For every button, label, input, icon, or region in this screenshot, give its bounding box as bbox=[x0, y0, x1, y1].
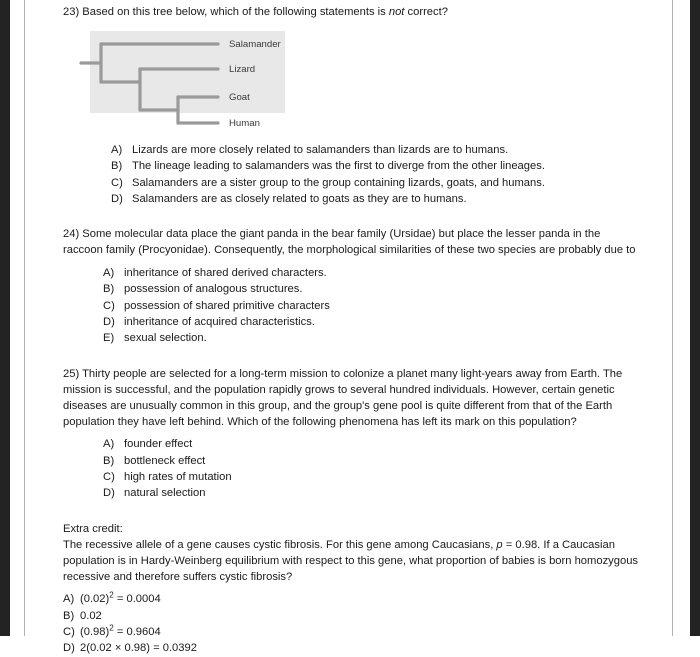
option-label: A) bbox=[111, 143, 123, 156]
question-24-options bbox=[63, 265, 643, 347]
question-23-stem: 23) Based on this tree below, which of the following statements is not correct? bbox=[63, 6, 448, 18]
option-row[interactable] bbox=[63, 608, 643, 624]
option-label: A) bbox=[103, 438, 115, 451]
option-text: $(0.98)^2 = 0.9604$ bbox=[80, 623, 161, 639]
option-row[interactable] bbox=[103, 469, 643, 485]
option-label: C) bbox=[103, 471, 115, 484]
option-text: founder effect bbox=[124, 438, 193, 451]
option-label: B) bbox=[103, 454, 115, 467]
option-text: The lineage leading to salamanders was the first to diverge from the other lineages. bbox=[132, 160, 545, 173]
question-23-options bbox=[63, 142, 643, 207]
option-row[interactable] bbox=[103, 485, 643, 501]
option-row[interactable] bbox=[103, 330, 643, 346]
option-text: bottleneck effect bbox=[124, 454, 206, 467]
option-label: B) bbox=[111, 160, 123, 173]
page-rule-right bbox=[672, 0, 673, 636]
question-25-stem: 25) Thirty people are selected for a long-term mission to colonize a planet many light-years away from Earth. The mission is successful, and the population rapidly grows to several hundred individuals. However, certain genetic diseases are unusually common in this group, and the group's gene pool is quite different from that of the Earth population they have left behind. Which of the following phenomena has left its mark on this population? bbox=[63, 367, 623, 428]
option-label: C) bbox=[111, 176, 123, 189]
option-text: inheritance of shared derived characters. bbox=[124, 267, 327, 280]
option-label: D) bbox=[103, 316, 115, 329]
option-row[interactable] bbox=[103, 265, 643, 281]
tree-label-goat: Goat bbox=[229, 91, 250, 103]
option-row[interactable] bbox=[103, 436, 643, 452]
question-24 bbox=[63, 227, 643, 347]
extra-credit-heading: Extra credit: bbox=[63, 522, 123, 535]
option-text: Salamanders are as closely related to goats as they are to humans. bbox=[132, 192, 467, 205]
option-text: Lizards are more closely related to salamanders than lizards are to humans. bbox=[132, 143, 509, 156]
extra-credit-allele-frequency-symbol: p bbox=[496, 538, 503, 551]
option-label: D) bbox=[111, 192, 123, 205]
question-25-options bbox=[63, 436, 643, 501]
option-label: D) bbox=[63, 642, 75, 655]
option-row[interactable] bbox=[111, 158, 643, 174]
option-label: C) bbox=[63, 626, 75, 639]
question-23-stem-emphasis: not bbox=[388, 6, 405, 18]
question-24-stem: 24) Some molecular data place the giant panda in the bear family (Ursidae) but place the lesser panda in the raccoon family (Procyonidae). Consequently, the morphological similarities of these two species are probably due to bbox=[63, 228, 636, 257]
question-25 bbox=[63, 367, 643, 502]
option-row[interactable] bbox=[63, 591, 643, 607]
exponent: 2 bbox=[109, 590, 114, 600]
option-text: sexual selection. bbox=[124, 332, 207, 345]
option-label: E) bbox=[103, 332, 115, 345]
tree-label-lizard: Lizard bbox=[229, 63, 256, 75]
option-row[interactable] bbox=[63, 624, 643, 640]
tree-label-human: Human bbox=[229, 117, 260, 129]
option-label: A) bbox=[63, 593, 75, 606]
option-text: high rates of mutation bbox=[124, 471, 232, 484]
extra-credit-section bbox=[63, 522, 643, 657]
option-text: 2(0.02 × 0.98) = 0.0392 bbox=[80, 642, 197, 655]
document-content bbox=[63, 5, 643, 657]
document-page bbox=[25, 0, 672, 655]
scan-edge-right bbox=[690, 0, 700, 636]
option-text: 0.02 bbox=[80, 609, 102, 622]
phylogenetic-tree-figure bbox=[63, 31, 643, 136]
option-label: D) bbox=[103, 487, 115, 500]
exponent: 2 bbox=[109, 623, 114, 633]
option-row[interactable] bbox=[103, 453, 643, 469]
option-label: A) bbox=[103, 267, 115, 280]
option-label: B) bbox=[103, 283, 115, 296]
scan-edge-left bbox=[0, 0, 10, 636]
option-row[interactable] bbox=[63, 640, 643, 656]
question-23 bbox=[63, 5, 643, 207]
option-text: possession of shared primitive characters bbox=[124, 299, 330, 312]
option-label: B) bbox=[63, 609, 75, 622]
extra-credit-stem: The recessive allele of a gene causes cystic fibrosis. For this gene among Caucasians, p = 0.98. If a Caucasian population is in Hardy-Weinberg equilibrium with respect to this gene, what proportion of babies is born homozygous recessive and therefore suffers cystic fibrosis? bbox=[63, 538, 639, 583]
tree-label-salamander: Salamander bbox=[229, 38, 281, 50]
option-text: possession of analogous structures. bbox=[124, 283, 303, 296]
option-row[interactable] bbox=[111, 175, 643, 191]
option-text: $(0.02)^2 = 0.0004$ bbox=[80, 590, 161, 606]
phylogenetic-tree-svg bbox=[63, 31, 323, 136]
option-label: C) bbox=[103, 299, 115, 312]
option-text: Salamanders are a sister group to the group containing lizards, goats, and humans. bbox=[132, 176, 545, 189]
option-text: natural selection bbox=[124, 487, 206, 500]
extra-credit-options bbox=[63, 591, 643, 656]
option-row[interactable] bbox=[103, 298, 643, 314]
option-row[interactable] bbox=[103, 281, 643, 297]
option-text: inheritance of acquired characteristics. bbox=[124, 316, 315, 329]
option-row[interactable] bbox=[111, 142, 643, 158]
option-row[interactable] bbox=[103, 314, 643, 330]
option-row[interactable] bbox=[111, 191, 643, 207]
